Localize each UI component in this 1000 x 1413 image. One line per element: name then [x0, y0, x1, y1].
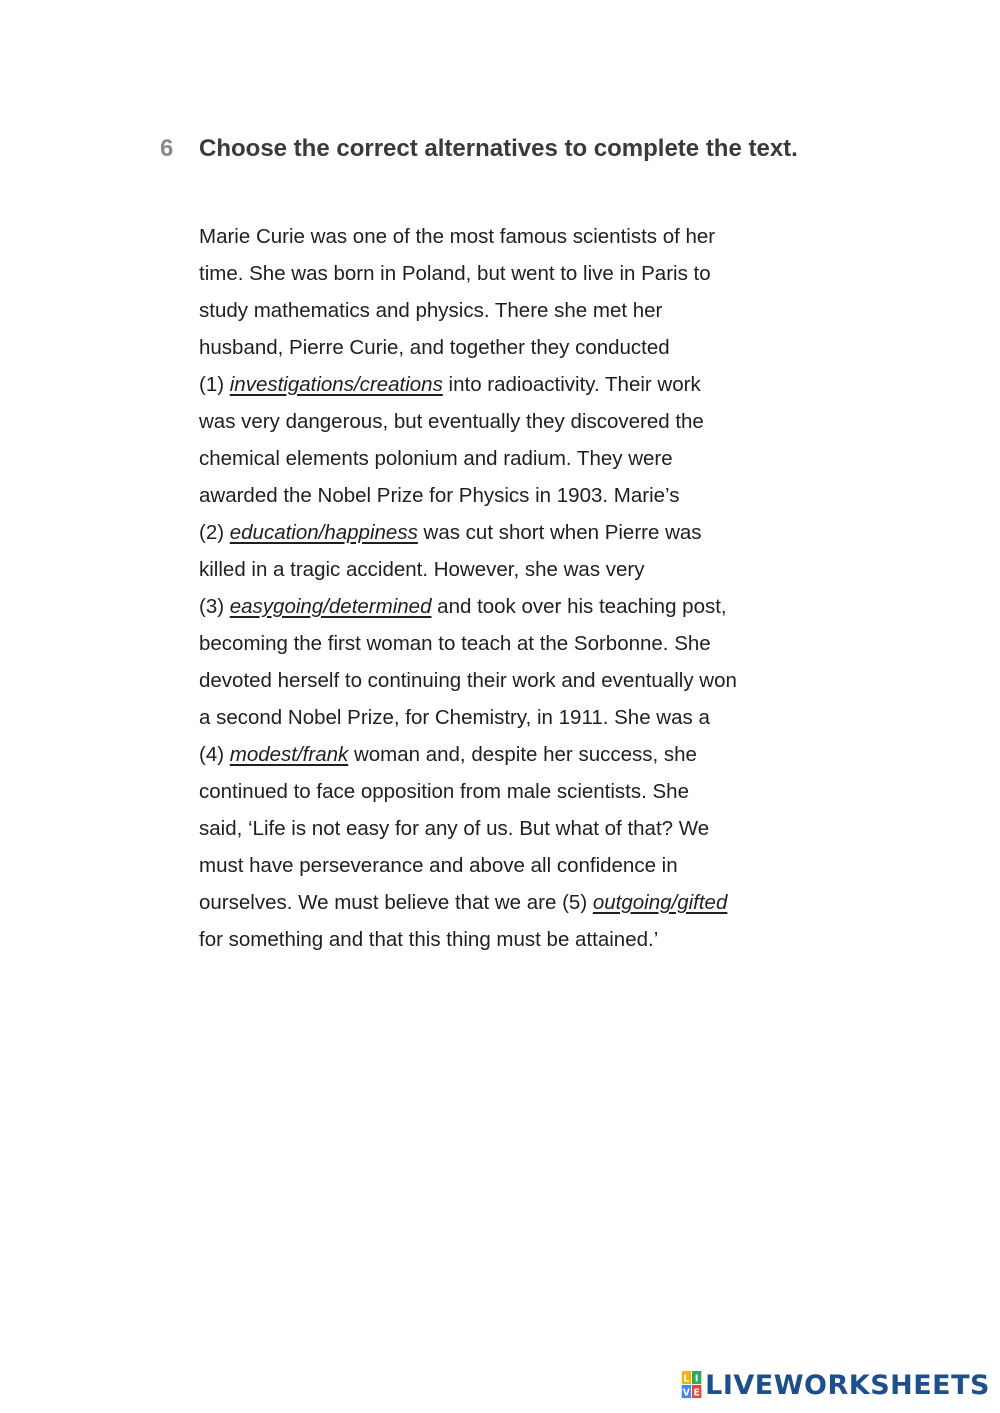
gap-4-choice[interactable]: modest/frank — [229, 743, 349, 766]
gap-line-5 — [199, 884, 839, 921]
exercise-title: Choose the correct alternatives to complete the text. — [199, 135, 798, 162]
gap-5-choice[interactable]: outgoing/gifted — [592, 891, 728, 914]
gap-1-prefix: (1) — [199, 373, 230, 396]
gap-3-suffix: and took over his teaching post, — [431, 595, 727, 618]
passage-line: continued to face opposition from male scientists. She — [199, 780, 689, 803]
passage-line: must have perseverance and above all confidence in — [199, 854, 678, 877]
exercise-number: 6 — [160, 135, 174, 162]
passage-line: becoming the first woman to teach at the Sorbonne. She — [199, 632, 711, 655]
exercise-heading — [160, 133, 840, 165]
gap-2-choice[interactable]: education/happiness — [229, 521, 418, 544]
liveworksheets-badge-icon — [681, 1371, 703, 1399]
svg-text:L: L — [683, 1373, 690, 1385]
liveworksheets-logo-text: LIVEWORKSHEETS — [705, 1369, 990, 1401]
gap-3-prefix: (3) — [199, 595, 230, 618]
svg-text:I: I — [695, 1373, 699, 1385]
gap-1-choice[interactable]: investigations/creations — [229, 373, 443, 396]
passage-line: husband, Pierre Curie, and together they conducted — [199, 336, 670, 359]
passage-line: awarded the Nobel Prize for Physics in 1903. Marie’s — [199, 484, 680, 507]
liveworksheets-logo[interactable] — [681, 1365, 990, 1405]
reading-passage — [199, 218, 839, 958]
passage-line: for something and that this thing must be attained.’ — [199, 928, 659, 951]
passage-line: chemical elements polonium and radium. They were — [199, 447, 673, 470]
passage-line: said, ‘Life is not easy for any of us. But what of that? We — [199, 817, 710, 840]
gap-2-suffix: was cut short when Pierre was — [417, 521, 702, 544]
exercise-header — [160, 133, 840, 165]
badge-graphic — [681, 1371, 703, 1399]
gap-4-prefix: (4) — [199, 743, 230, 766]
svg-text:V: V — [682, 1387, 691, 1399]
passage-line: was very dangerous, but eventually they discovered the — [199, 410, 704, 433]
passage-line: time. She was born in Poland, but went to live in Paris to — [199, 262, 711, 285]
gap-line-3 — [199, 588, 839, 625]
gap-5-prefix: ourselves. We must believe that we are (5) — [199, 891, 593, 914]
gap-line-2 — [199, 514, 839, 551]
passage-line: study mathematics and physics. There she met her — [199, 299, 663, 322]
gap-1-suffix: into radioactivity. Their work — [442, 373, 701, 396]
passage-line: a second Nobel Prize, for Chemistry, in 1911. She was a — [199, 706, 710, 729]
gap-4-suffix: woman and, despite her success, she — [348, 743, 697, 766]
gap-line-4 — [199, 736, 839, 773]
passage-line: devoted herself to continuing their work and eventually won — [199, 669, 737, 692]
gap-2-prefix: (2) — [199, 521, 230, 544]
passage-line: killed in a tragic accident. However, she was very — [199, 558, 645, 581]
passage-line: Marie Curie was one of the most famous scientists of her — [199, 225, 716, 248]
gap-line-1 — [199, 366, 839, 403]
gap-3-choice[interactable]: easygoing/determined — [229, 595, 432, 618]
svg-text:E: E — [693, 1387, 701, 1399]
